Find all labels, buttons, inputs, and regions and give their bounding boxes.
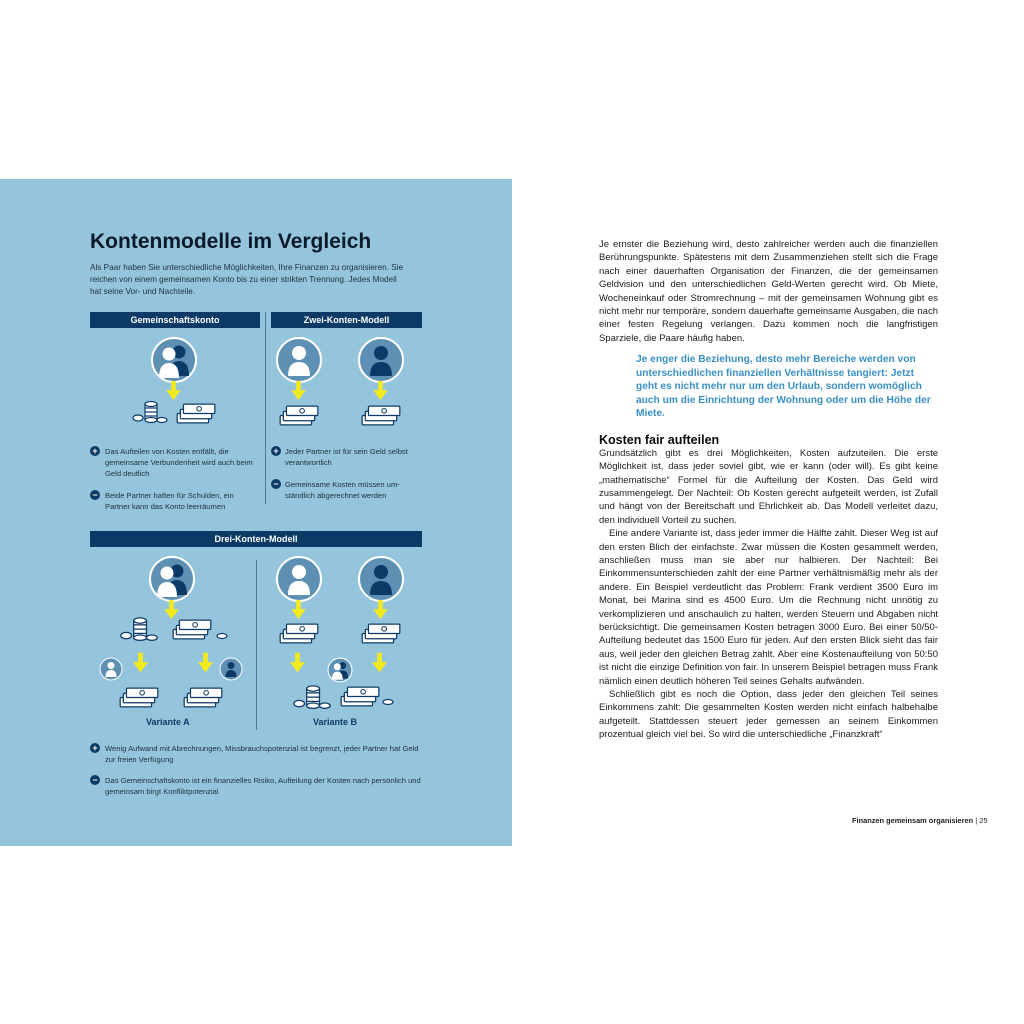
banknotes-icon — [362, 406, 400, 425]
pull-quote: Je enger die Beziehung, desto mehr Bereiche werden von unterschiedlichen finanziellen Verhältnisse tangiert: Jetzt geht es nicht mehr nur um den Urlaub, sondern womöglich auch um die Einrichtung der Wohnung oder um die Höhe der Miete. — [636, 354, 931, 420]
model3-minus-text: Das Gemeinschaftskonto ist ein finanzielles Risiko, Aufteilung der Kosten nach persönlich und gemeinsam birgt Konfliktpotenzial — [105, 776, 421, 796]
arrow-down-icon — [290, 653, 305, 673]
couple-icon — [328, 658, 352, 682]
variant-b-label: Variante B — [313, 717, 358, 727]
arrow-down-icon — [372, 653, 387, 673]
banknotes-icon — [184, 688, 222, 707]
minus-icon: − — [90, 490, 100, 500]
couple-icon — [150, 557, 194, 601]
arrow-down-icon — [166, 381, 181, 400]
infobox-intro: Als Paar haben Sie unterschiedliche Möglichkeiten, Ihre Finanzen zu organisieren. Sie reichen von einem gemeinsamen Konto bis zu einer strikten Trennung. Jedes Modell hat seine Vor- und Nachteile. — [90, 263, 404, 296]
banknotes-icon — [280, 624, 318, 643]
coin-stack-icon — [294, 686, 330, 709]
plus-icon: + — [90, 446, 100, 456]
arrow-down-icon — [198, 653, 213, 673]
banknotes-icon — [341, 687, 379, 706]
arrow-down-icon — [291, 381, 306, 400]
footer-separator: | — [975, 816, 980, 825]
person-icon — [100, 658, 122, 680]
banknotes-icon — [280, 406, 318, 425]
model1-minus-text: Beide Partner haften für Schulden, ein Partner kann das Konto leerräumen — [105, 491, 234, 511]
person-icon — [277, 338, 321, 382]
section-heading: Kosten fair aufteilen — [599, 432, 720, 447]
minus-icon: − — [90, 775, 100, 785]
page-number: 25 — [979, 816, 988, 825]
variant-a-label: Variante A — [146, 717, 190, 727]
couple-icon — [152, 338, 196, 382]
article-paragraph: Grundsätzlich gibt es drei Möglichkeiten, Kosten aufzuteilen. Die erste Möglichkeit ist, dass jeder soviel gibt, wie er kann (oder will). Es gibt keine „mathematische“ Formel für die Aufteilung der Kosten. Das Geld wird zusammengelegt. Der Nachteil: Ob Kosten gerecht aufgeteilt werden, ist Zufall und hängt von der Bereitschaft und Ehrlichkeit ab. Das Modell verleitet dazu, den individuell Vorteil zu suchen. — [599, 447, 938, 526]
person-icon — [220, 658, 242, 680]
arrow-down-icon — [291, 600, 306, 619]
footer-section: Finanzen gemeinsam organisieren — [852, 816, 974, 825]
arrow-down-icon — [373, 600, 388, 619]
header-zwei-konten: Zwei-Konten-Modell — [271, 312, 422, 328]
model2-minus-text: Gemeinsame Kosten müssen um-ständlich abgerechnet werden — [285, 480, 400, 500]
minus-icon: − — [271, 479, 281, 489]
banknotes-icon — [120, 688, 158, 707]
coin-stack-icon — [121, 618, 157, 641]
banknotes-icon — [177, 404, 215, 423]
plus-icon: + — [271, 446, 281, 456]
plus-icon: + — [90, 743, 100, 753]
article-paragraph: Je ernster die Beziehung wird, desto zahlreicher werden auch die finanziellen Berührungspunkte. Spätestens mit dem Zusammenziehen stellt sich die Frage nach einer dauerhaften Organisation der Finanzen, die der gemeinsamen Geldvision und den unterschiedlichen Geld-Werten gerecht wird. Ob Miete, Wocheneinkauf oder Stromrechnung – mit der gemeinsamen Wohnung gibt es nicht mehr nur temporäre, sondern dauerhafte gemeinsame Ausgaben, die nach einer festen Regelung verlangen. Dazu kommen noch die langfristigen Sparziele, die Paare häufig haben. — [599, 239, 938, 344]
person-icon — [359, 338, 403, 382]
person-icon — [277, 557, 321, 601]
banknotes-icon — [362, 624, 400, 643]
page-footer — [852, 816, 987, 825]
model2-plus-text: Jeder Partner ist für sein Geld selbst verantwortlich — [285, 447, 408, 467]
infobox-title: Kontenmodelle im Vergleich — [90, 230, 372, 253]
coin-stack-icon — [133, 402, 167, 423]
banknotes-icon — [173, 620, 211, 639]
account-model-illustrations — [0, 0, 512, 846]
arrow-down-icon — [373, 381, 388, 400]
arrow-down-icon — [164, 600, 179, 619]
header-drei-konten: Drei-Konten-Modell — [90, 531, 422, 547]
model3-plus-text: Wenig Aufwand mit Abrechnungen, Missbrauchspotenzial ist begrenzt, jeder Partner hat Geld zur freien Verfügung — [105, 744, 419, 764]
model1-plus-text: Das Aufteilen von Kosten entfällt, die gemeinsame Verbundenheit wird auch beim Geld deutlich — [105, 447, 253, 478]
article — [599, 238, 938, 742]
person-icon — [359, 557, 403, 601]
article-paragraph: Eine andere Variante ist, dass jeder immer die Hälfte zahlt. Dieser Weg ist auf den ersten Blich der einfachste. Zwar müssen die Kosten gesammelt werden, anschließen muss man sie aber nur halbieren. Der Nachteil: Bei Einkommensunterschieden zahlt der eine Partner verhältnismäßig mehr als der andere. Ein Beispiel verdeutlicht das Problem: Frank verdient 3500 Euro im Monat, bei Marina sind es 4500 Euro. Um die Rechnung nicht unnötig zu verkomplizieren und anschaulich zu halten, werden Steuern und Abgaben nicht berücksichtigt. Die gemeinsamen Kosten betragen 3000 Euro. Bei einer 50/50-Aufteilung bedeutet das 1500 Euro für jeden. Auf den ersten Blick sieht das fair aus, weil jeder den gleichen Betrag zahlt. Aber eine Kostenaufteilung von 50:50 ist nicht die einzige Definition von fair. In unserem Beispiel betragen muss Frank nämlich einen deutlich höheren Teil seines Gehalts aufwänden. — [599, 528, 938, 687]
header-gemeinschaftskonto: Gemeinschaftskonto — [90, 312, 260, 328]
arrow-down-icon — [133, 653, 148, 673]
article-paragraph: Schließlich gibt es noch die Option, dass jeder den gleichen Teil seines Einkommens zahlt: Die gesammelten Kosten werden nicht einfach halbehalbe aufgeteilt. Stattdessen steuert jeder gemessen an seinem Einkommen prozentual gleich viel bei. So wird die unterschiedliche „Finanzkraft“ — [599, 689, 938, 741]
